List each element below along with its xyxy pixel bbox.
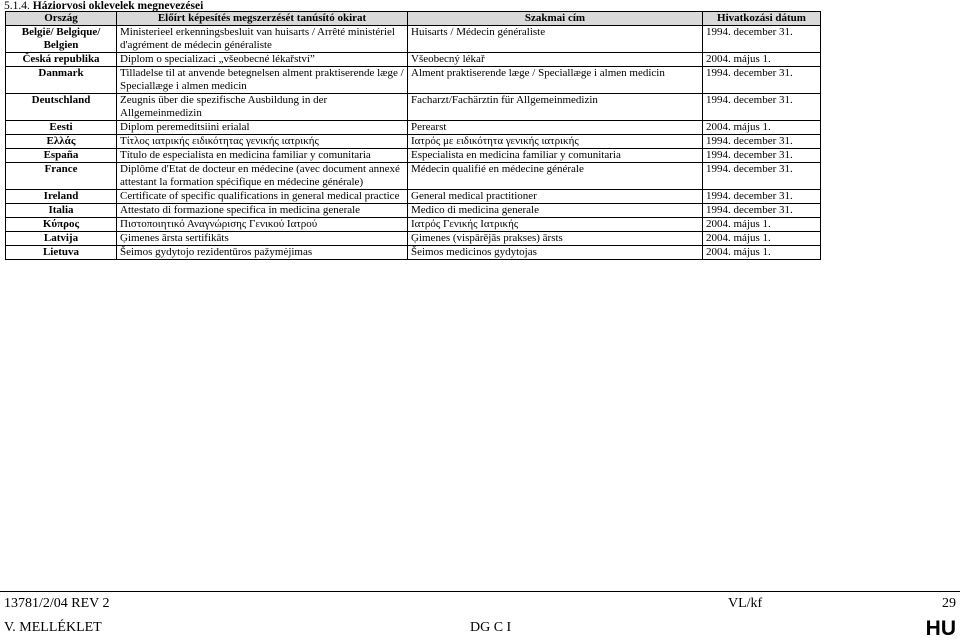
footer-rule <box>0 591 960 592</box>
diploma-cell: Diplom peremeditsiini erialal <box>117 121 408 135</box>
date-cell: 2004. május 1. <box>703 53 821 67</box>
table-row <box>6 94 821 121</box>
column-header-country: Ország <box>6 12 117 26</box>
diploma-cell: Título de especialista en medicina familiar y comunitaria <box>117 149 408 163</box>
title-cell: Huisarts / Médecin généraliste <box>408 26 703 53</box>
diploma-cell: Tilladelse til at anvende betegnelsen alment praktiserende læge / Speciallæge i almen medicin <box>117 67 408 94</box>
date-cell: 1994. december 31. <box>703 204 821 218</box>
title-cell: Šeimos medicinos gydytojas <box>408 246 703 260</box>
date-cell: 2004. május 1. <box>703 218 821 232</box>
diploma-cell: Diplôme d'Etat de docteur en médecine (avec document annexé attestant la formation spécifique en médecine générale) <box>117 163 408 190</box>
country-cell: België/ Belgique/ Belgien <box>6 26 117 53</box>
date-cell: 1994. december 31. <box>703 135 821 149</box>
diploma-cell: Šeimos gydytojo rezidentūros pažymėjimas <box>117 246 408 260</box>
date-cell: 2004. május 1. <box>703 246 821 260</box>
table-row <box>6 53 821 67</box>
diploma-cell: Ģimenes ārsta sertifikāts <box>117 232 408 246</box>
column-header-date: Hivatkozási dátum <box>703 12 821 26</box>
country-cell: Latvija <box>6 232 117 246</box>
diploma-cell: Τίτλος ιατρικής ειδικότητας γενικής ιατρικής <box>117 135 408 149</box>
annex-label: V. MELLÉKLET <box>4 620 102 635</box>
table-row <box>6 121 821 135</box>
country-cell: Danmark <box>6 67 117 94</box>
page-number: 29 <box>942 596 956 611</box>
table-row <box>6 218 821 232</box>
diploma-cell: Ministerieel erkenningsbesluit van huisarts / Arrêté ministériel d'agrément de médecin généraliste <box>117 26 408 53</box>
diploma-cell: Diplom o specializaci „všeobecné lékařství” <box>117 53 408 67</box>
column-header-diploma: Előírt képesítés megszerzését tanúsító okirat <box>117 12 408 26</box>
country-cell: Deutschland <box>6 94 117 121</box>
date-cell: 1994. december 31. <box>703 94 821 121</box>
document-reference: 13781/2/04 REV 2 <box>4 596 110 611</box>
dg-label: DG C I <box>470 620 512 635</box>
country-cell: Česká republika <box>6 53 117 67</box>
diploma-cell: Certificate of specific qualifications in general medical practice <box>117 190 408 204</box>
date-cell: 1994. december 31. <box>703 190 821 204</box>
table-row <box>6 163 821 190</box>
country-cell: España <box>6 149 117 163</box>
title-cell: General medical practitioner <box>408 190 703 204</box>
title-cell: Médecin qualifié en médecine générale <box>408 163 703 190</box>
country-cell: Ελλάς <box>6 135 117 149</box>
table-row <box>6 190 821 204</box>
date-cell: 2004. május 1. <box>703 232 821 246</box>
title-cell: Ģimenes (vispārējās prakses) ārsts <box>408 232 703 246</box>
country-cell: Ireland <box>6 190 117 204</box>
title-cell: Especialista en medicina familiar y comunitaria <box>408 149 703 163</box>
diploma-cell: Attestato di formazione specifica in medicina generale <box>117 204 408 218</box>
country-cell: Lietuva <box>6 246 117 260</box>
table-row <box>6 135 821 149</box>
diploma-cell: Πιστοποιητικό Αναγνώρισης Γενικού Ιατρού <box>117 218 408 232</box>
language-code: HU <box>925 617 956 640</box>
table-row <box>6 149 821 163</box>
date-cell: 1994. december 31. <box>703 163 821 190</box>
diploma-table <box>5 11 821 260</box>
table-header-row <box>6 12 821 26</box>
date-cell: 1994. december 31. <box>703 67 821 94</box>
title-cell: Perearst <box>408 121 703 135</box>
column-header-title: Szakmai cím <box>408 12 703 26</box>
country-cell: Italia <box>6 204 117 218</box>
title-cell: Medico di medicina generale <box>408 204 703 218</box>
table-row <box>6 204 821 218</box>
diploma-cell: Zeugnis über die spezifische Ausbildung in der Allgemeinmedizin <box>117 94 408 121</box>
country-cell: Κύπρος <box>6 218 117 232</box>
date-cell: 2004. május 1. <box>703 121 821 135</box>
table-row <box>6 232 821 246</box>
date-cell: 1994. december 31. <box>703 149 821 163</box>
country-cell: Eesti <box>6 121 117 135</box>
section-title: Háziorvosi oklevelek megnevezései <box>32 0 204 12</box>
author-initials: VL/kf <box>728 596 763 611</box>
title-cell: Facharzt/Fachärztin für Allgemeinmedizin <box>408 94 703 121</box>
title-cell: Všeobecný lékař <box>408 53 703 67</box>
section-number: 5.1.4. <box>4 0 30 12</box>
table-row <box>6 246 821 260</box>
table-row <box>6 26 821 53</box>
title-cell: Ιατρός Γενικής Ιατρικής <box>408 218 703 232</box>
table-row <box>6 67 821 94</box>
country-cell: France <box>6 163 117 190</box>
title-cell: Alment praktiserende læge / Speciallæge i almen medicin <box>408 67 703 94</box>
date-cell: 1994. december 31. <box>703 26 821 53</box>
title-cell: Ιατρός με ειδικότητα γενικής ιατρικής <box>408 135 703 149</box>
